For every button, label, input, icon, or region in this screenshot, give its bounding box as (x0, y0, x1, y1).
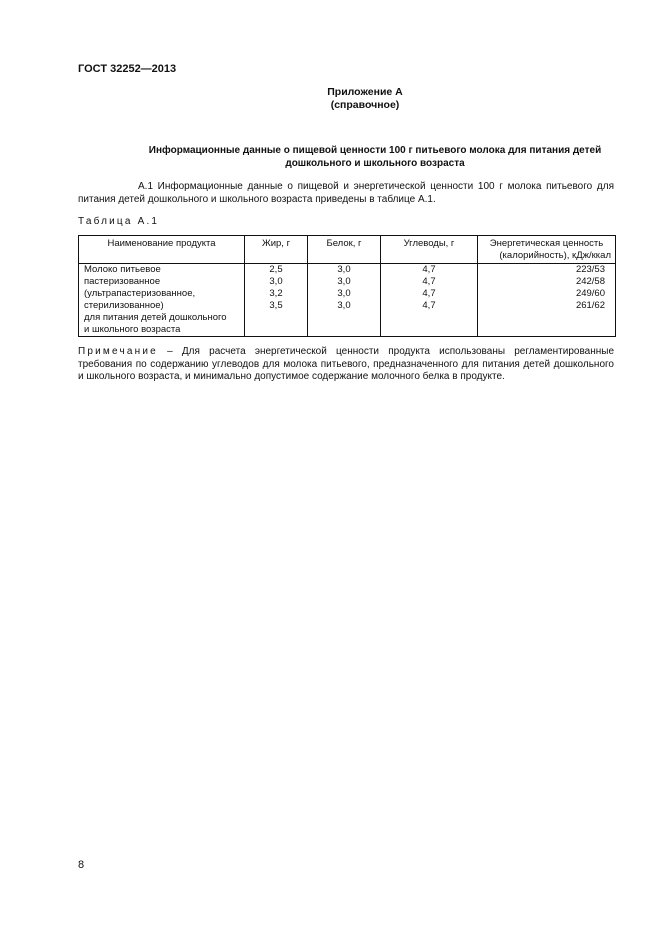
product-line: для питания детей дошкольного (84, 312, 227, 323)
note-label: Примечание (78, 346, 158, 357)
header-carbs: Углеводы, г (381, 236, 478, 264)
page-number: 8 (78, 859, 85, 871)
protein-cell (308, 264, 381, 337)
appendix-subtitle: (справочное) (330, 99, 400, 111)
note-line: требования по содержанию углеводов для молока питьевого, предназначенного для питания детей дошкольного (78, 358, 614, 370)
fat-value: 3,0 (269, 276, 283, 287)
protein-value: 3,0 (337, 264, 351, 275)
carbs-value: 4,7 (422, 264, 436, 275)
table-row (79, 264, 616, 337)
table-caption: Таблица А.1 (78, 216, 160, 227)
carbs-value: 4,7 (422, 300, 436, 311)
product-name-cell (79, 264, 245, 337)
header-product-name: Наименование продукта (79, 236, 245, 264)
protein-value: 3,0 (337, 276, 351, 287)
carbs-value: 4,7 (422, 288, 436, 299)
energy-cell (478, 264, 616, 337)
fat-value: 3,2 (269, 288, 283, 299)
table-header-row (79, 236, 616, 264)
table-note (78, 346, 614, 384)
product-line: пастеризованное (84, 276, 161, 287)
note-text: – Для расчета энергетической ценности продукта использованы регламентированные (157, 346, 614, 357)
fat-value: 2,5 (269, 264, 283, 275)
header-protein: Белок, г (308, 236, 381, 264)
energy-value: 249/60 (575, 288, 605, 299)
header-energy-line: Энергетическая ценность (489, 238, 604, 249)
section-heading-line: дошкольного и школьного возраста (285, 157, 465, 169)
section-heading-line: Информационные данные о пищевой ценности 100 г питьевого молока для питания детей (148, 145, 602, 156)
carbs-cell (381, 264, 478, 337)
intro-paragraph (78, 181, 614, 206)
product-line: (ультрапастеризованное, (84, 288, 196, 299)
note-line (78, 346, 614, 359)
energy-value: 261/62 (575, 300, 605, 311)
section-heading (120, 145, 630, 170)
product-line: Молоко питьевое (84, 264, 161, 275)
appendix-title: Приложение А (327, 86, 403, 98)
standard-designation: ГОСТ 32252—2013 (78, 63, 177, 75)
protein-value: 3,0 (337, 288, 351, 299)
note-line: и школьного возраста, и минимально допустимое содержание молочного белка в продукте. (78, 371, 505, 382)
paragraph-line: питания детей дошкольного и школьного возраста приведены в таблице А.1. (78, 193, 436, 205)
carbs-value: 4,7 (422, 276, 436, 287)
protein-value: 3,0 (337, 300, 351, 311)
energy-value: 242/58 (575, 276, 605, 287)
header-fat: Жир, г (245, 236, 308, 264)
paragraph-line: А.1 Информационные данные о пищевой и энергетической ценности 100 г молока питьевого для (138, 181, 614, 192)
fat-value: 3,5 (269, 300, 283, 311)
header-energy (478, 236, 616, 264)
energy-value: 223/53 (575, 264, 605, 275)
nutrition-table (78, 235, 616, 337)
header-energy-line: (калорийность), кДж/ккал (499, 250, 611, 261)
fat-cell (245, 264, 308, 337)
product-line: стерилизованное) (84, 300, 164, 311)
product-line: и школьного возраста (84, 324, 181, 335)
